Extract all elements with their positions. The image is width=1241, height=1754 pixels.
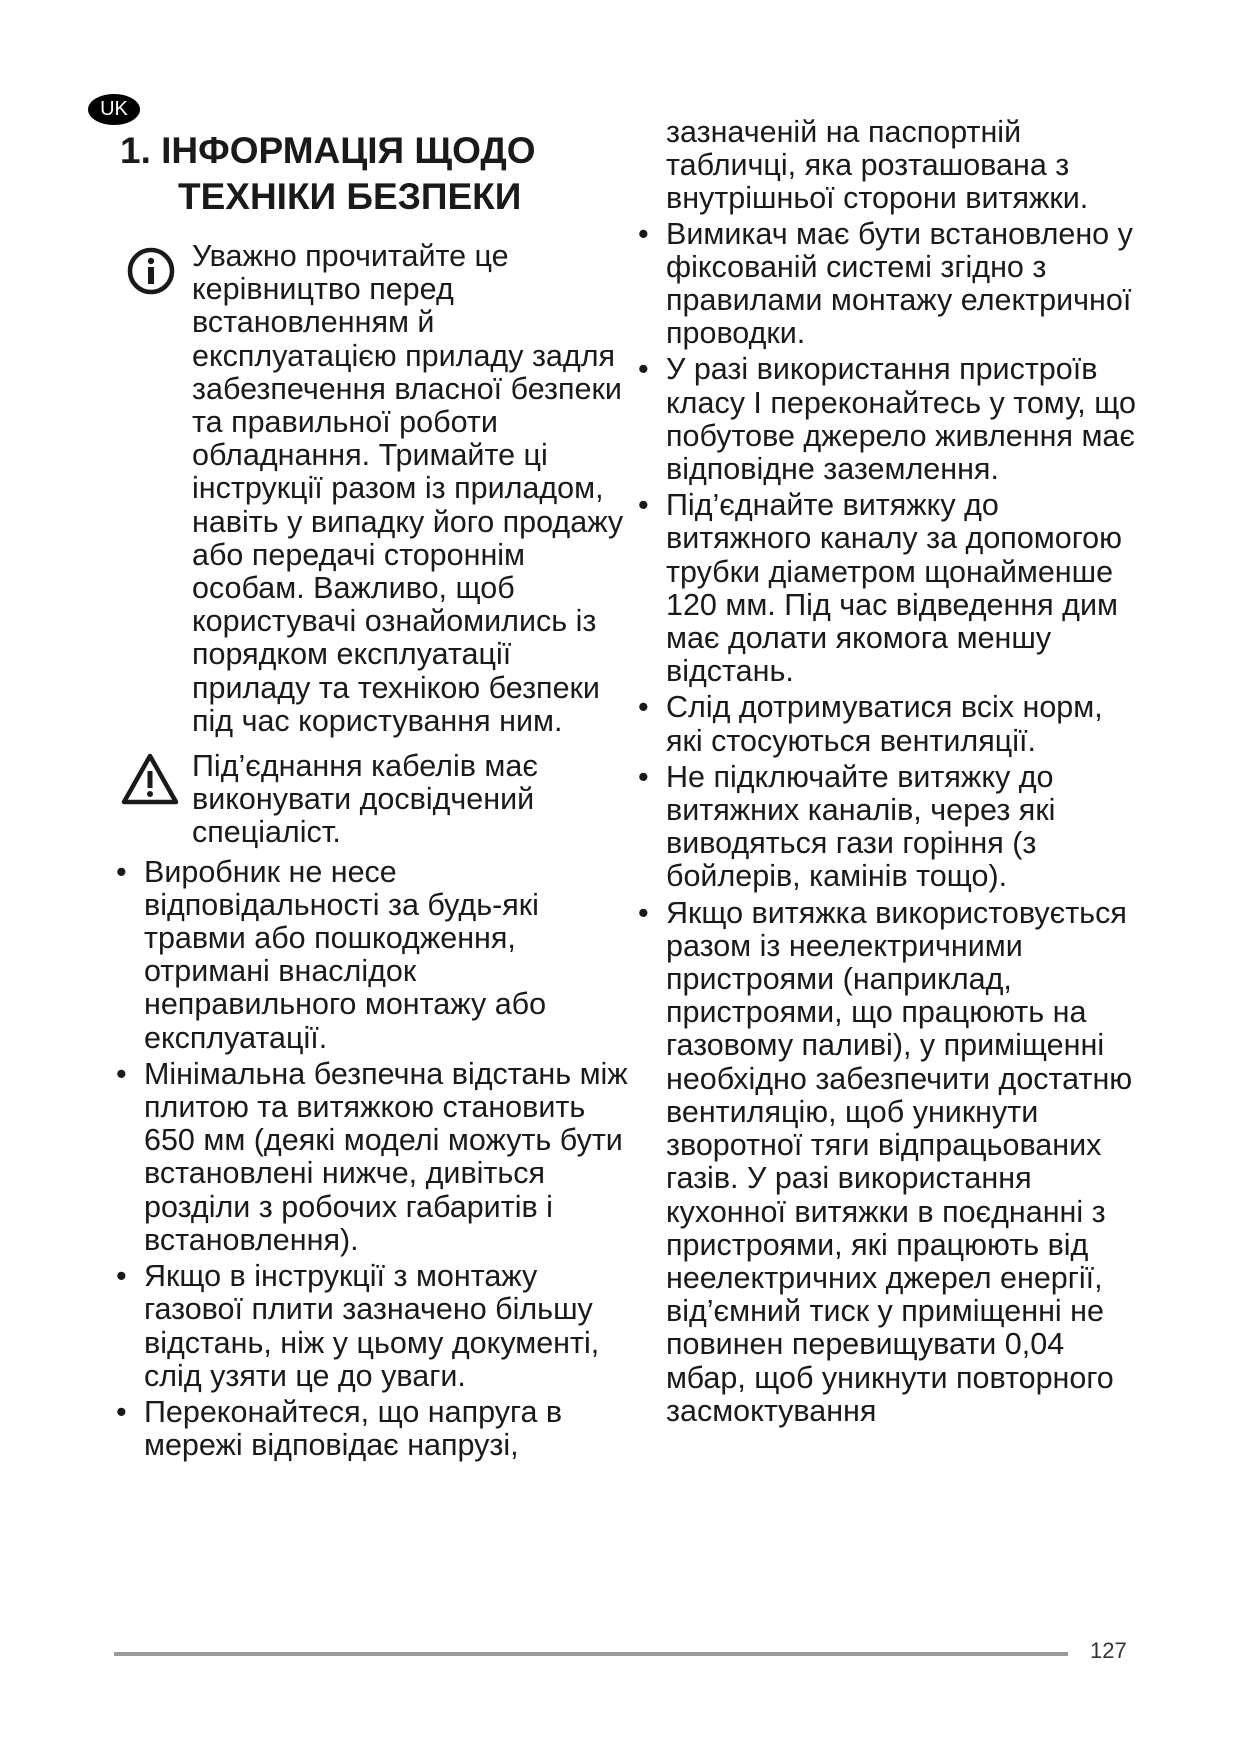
- list-item: • Під’єднайте витяжку до витяжного каналу за допомогою трубки діаметром щонайменше 120 мм. Під час відведення дим має долати якомога меншу відстань.: [636, 489, 1141, 688]
- list-item: • Мінімальна безпечна відстань між плитою та витяжкою становить 650 мм (деякі моделі можуть бути встановлені нижче, дивіться розділи з робочих габаритів і встановлення).: [114, 1058, 634, 1257]
- list-item: • У разі використання пристроїв класу I переконайтесь у тому, що побутове джерело живлення має відповідне заземлення.: [636, 353, 1141, 486]
- list-item: • Якщо витяжка використовується разом із неелектричними пристроями (наприклад, пристроями, що працюють на газовому паливі), у приміщенні необхідно забезпечити достатню вентиляцію, щоб уникнути зворотної тяги відпрацьованих газів. У разі використання кухонної витяжки в поєднанні з пристроями, які працюють від неелектричних джерел енергії, від’ємний тиск у приміщенні не повинен перевищувати 0,04 мбар, щоб уникнути повторного засмоктування: [636, 897, 1141, 1428]
- title-line-2: ТЕХНІКИ БЕЗПЕКИ: [178, 176, 522, 217]
- section-title: [120, 128, 634, 220]
- language-badge: UK: [88, 94, 140, 125]
- info-notice: [114, 240, 634, 738]
- footer-divider: [114, 1652, 1068, 1656]
- info-icon: [126, 246, 176, 296]
- warning-notice-text: Під’єднання кабелів має виконувати досвідчений спеціаліст.: [192, 749, 538, 850]
- continued-text: зазначеній на паспортній табличці, яка розташована з внутрішньої сторони витяжки.: [666, 115, 1089, 216]
- right-column: [636, 116, 1141, 1431]
- warning-icon: [120, 752, 180, 806]
- right-bullet-list: [636, 218, 1141, 1428]
- left-bullet-list: [114, 856, 634, 1463]
- warning-notice: [114, 750, 634, 850]
- list-item: • Переконайтеся, що напруга в мережі відповідає напрузі,: [114, 1396, 634, 1462]
- list-item: • Виробник не несе відповідальності за будь-які травми або пошкодження, отримані внаслідок неправильного монтажу або експлуатації.: [114, 856, 634, 1055]
- left-column: [114, 118, 634, 1465]
- list-item: • Не підключайте витяжку до витяжних каналів, через які виводяться гази горіння (з бойлерів, камінів тощо).: [636, 761, 1141, 894]
- info-notice-text: Уважно прочитайте це керівництво перед встановленням й експлуатацією приладу задля забезпечення власної безпеки та правильної роботи обладнання. Тримайте ці інструкції разом із приладом, навіть у випадку його продажу або передачі стороннім особам. Важливо, щоб користувачі ознайомились із порядком експлуатації приладу та технікою безпеки під час користування ним.: [192, 239, 624, 738]
- list-item: • Слід дотримуватися всіх норм, які стосуються вентиляції.: [636, 691, 1141, 757]
- list-item: • Вимикач має бути встановлено у фіксованій системі згідно з правилами монтажу електричної проводки.: [636, 218, 1141, 351]
- title-line-1: 1. ІНФОРМАЦІЯ ЩОДО: [120, 130, 536, 171]
- page-number: 127: [1090, 1638, 1127, 1663]
- list-item: • Якщо в інструкції з монтажу газової плити зазначено більшу відстань, ніж у цьому документі, слід узяти це до уваги.: [114, 1260, 634, 1393]
